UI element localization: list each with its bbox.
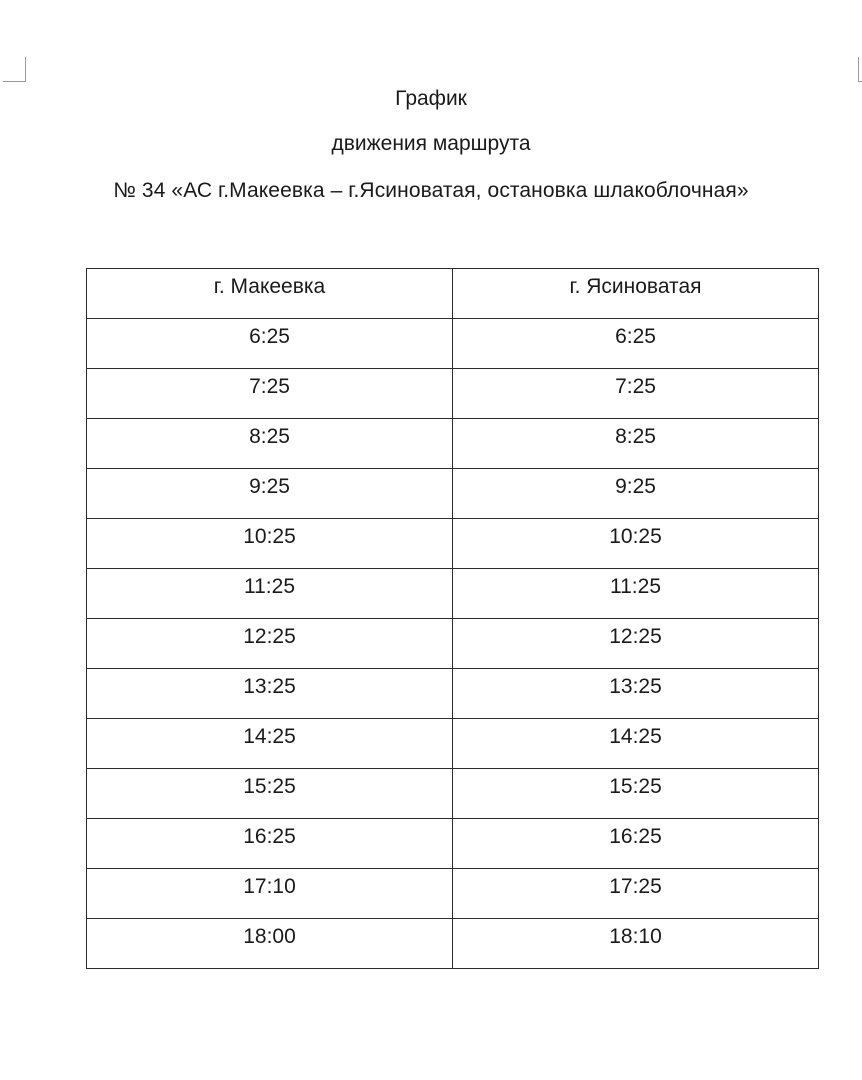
departure-yasinovataya: 12:25 — [453, 619, 819, 669]
table-row — [87, 519, 819, 569]
column-header-makeevka: г. Макеевка — [87, 269, 453, 319]
departure-makeevka: 15:25 — [87, 769, 453, 819]
departure-yasinovataya: 8:25 — [453, 419, 819, 469]
table-row — [87, 369, 819, 419]
departure-yasinovataya: 15:25 — [453, 769, 819, 819]
departure-yasinovataya: 6:25 — [453, 319, 819, 369]
departure-makeevka: 16:25 — [87, 819, 453, 869]
page-corner-mark-right — [858, 57, 862, 82]
departure-makeevka: 11:25 — [87, 569, 453, 619]
departure-makeevka: 18:00 — [87, 919, 453, 969]
departure-makeevka: 13:25 — [87, 669, 453, 719]
table-row — [87, 869, 819, 919]
table-row — [87, 669, 819, 719]
table-row — [87, 619, 819, 669]
route-name: № 34 «АС г.Макеевка – г.Ясиноватая, остановка шлакоблочная» — [113, 179, 749, 202]
table-row — [87, 719, 819, 769]
departure-makeevka: 9:25 — [87, 469, 453, 519]
departure-yasinovataya: 10:25 — [453, 519, 819, 569]
departure-yasinovataya: 16:25 — [453, 819, 819, 869]
table-row — [87, 419, 819, 469]
departure-makeevka: 8:25 — [87, 419, 453, 469]
departure-yasinovataya: 17:25 — [453, 869, 819, 919]
schedule-table — [86, 268, 819, 969]
document-subtitle: движения маршрута — [331, 132, 531, 155]
table-row — [87, 819, 819, 869]
table-row — [87, 319, 819, 369]
departure-makeevka: 6:25 — [87, 319, 453, 369]
column-header-yasinovataya: г. Ясиноватая — [453, 269, 819, 319]
departure-makeevka: 14:25 — [87, 719, 453, 769]
departure-makeevka: 12:25 — [87, 619, 453, 669]
departure-yasinovataya: 11:25 — [453, 569, 819, 619]
table-row — [87, 769, 819, 819]
departure-makeevka: 17:10 — [87, 869, 453, 919]
departure-yasinovataya: 18:10 — [453, 919, 819, 969]
departure-makeevka: 10:25 — [87, 519, 453, 569]
table-row — [87, 569, 819, 619]
table-header-row — [87, 269, 819, 319]
departure-makeevka: 7:25 — [87, 369, 453, 419]
table-row — [87, 469, 819, 519]
document-title: График — [395, 87, 467, 110]
table-row — [87, 919, 819, 969]
departure-yasinovataya: 9:25 — [453, 469, 819, 519]
page-corner-mark-left — [3, 57, 26, 82]
departure-yasinovataya: 13:25 — [453, 669, 819, 719]
departure-yasinovataya: 14:25 — [453, 719, 819, 769]
departure-yasinovataya: 7:25 — [453, 369, 819, 419]
